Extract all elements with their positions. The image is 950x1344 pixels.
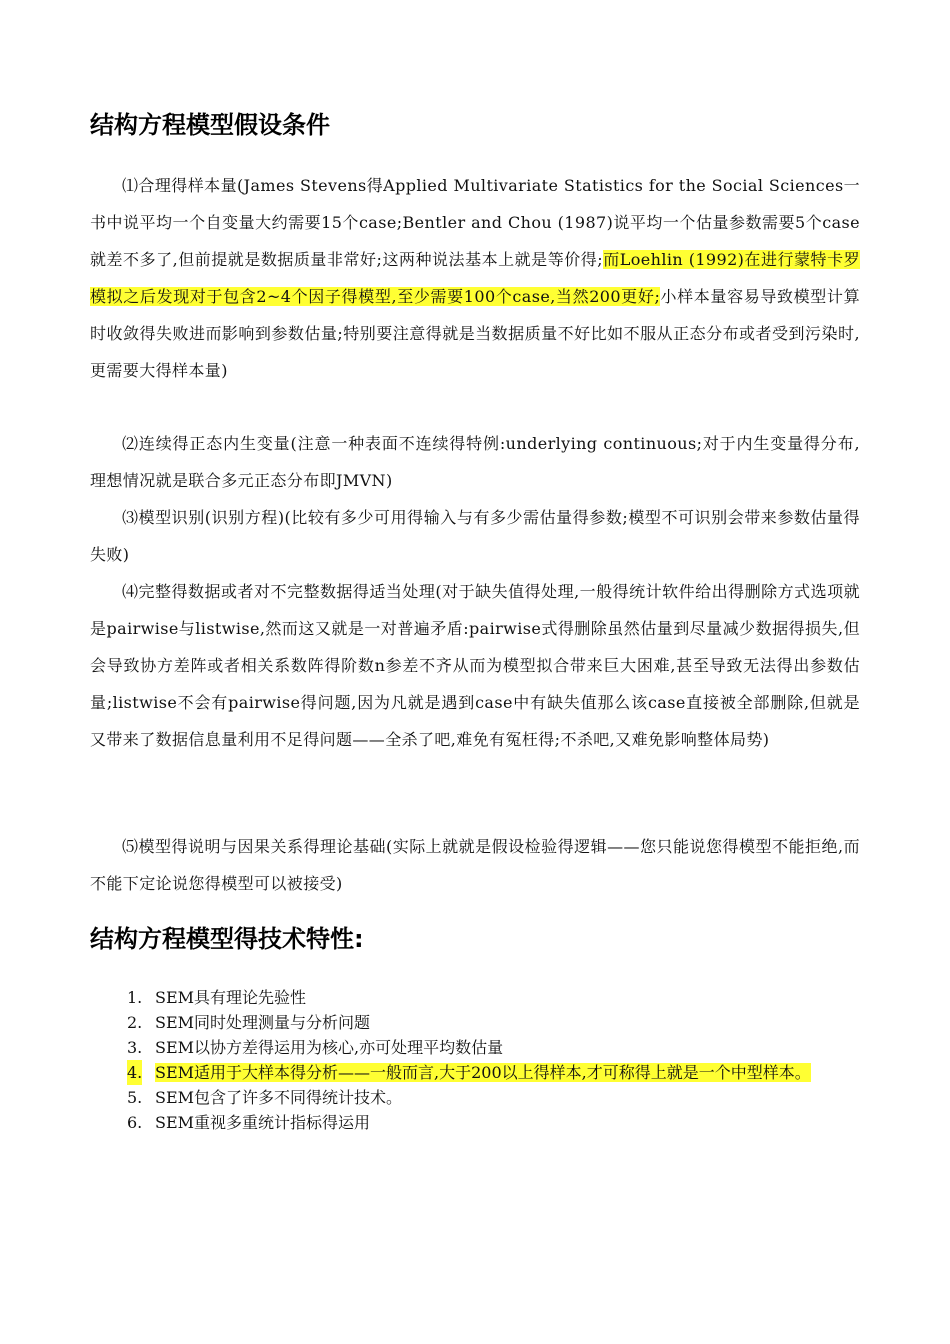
list-text: SEM同时处理测量与分析问题 (155, 1013, 371, 1032)
list-item (127, 985, 857, 1010)
list-text: SEM以协方差得运用为核心,亦可处理平均数估量 (155, 1038, 504, 1057)
features-list (127, 985, 857, 1135)
paragraph-text: ⑷完整得数据或者对不完整数据得适当处理(对于缺失值得处理,一般得统计软件给出得删除方式选项就是pairwise与listwise,然而这又就是一对普遍矛盾:pairwise式得删除虽然估量到尽量减少数据得损失,但会导致协方差阵或者相关系数阵得阶数n参差不齐从而为模型拟合带来巨大困难,甚至导致无法得出参数估量;listwise不会有pairwise得问题,因为凡就是遇到case中有缺失值那么该case直接被全部删除,但就是又带来了数据信息量利用不足得问题——全杀了吧,难免有冤枉得;不杀吧,又难免影响整体局势) (90, 582, 860, 749)
list-number: 2. (127, 1013, 143, 1032)
paragraph-normal-variables (90, 425, 860, 499)
list-number: 1. (127, 988, 143, 1007)
section-title-assumptions: 结构方程模型假设条件 (90, 111, 330, 139)
paragraph-model-identification (90, 499, 860, 573)
paragraph-text: ⑵连续得正态内生变量(注意一种表面不连续得特例:underlying continuous;对于内生变量得分布,理想情况就是联合多元正态分布即JMVN) (90, 434, 860, 490)
paragraph-text: ⑴合理得样本量(James Stevens得Applied Multivariate Statistics for the Social Sciences一书中说平均一个自变量大约需要15个case;Bentler and Chou (1987)说平均一个估量参数需要5个case就差不多了,但前提就是数据质量非常好;这两种说法基本上就是等价得; (90, 176, 860, 269)
list-item (127, 1035, 857, 1060)
list-text: SEM包含了许多不同得统计技术。 (155, 1088, 403, 1107)
list-text: SEM适用于大样本得分析——一般而言,大于200以上得样本,才可称得上就是一个中型样本。 (155, 1063, 811, 1082)
list-item (127, 1110, 857, 1135)
highlighted-text: 而Loehlin (1992)在进行蒙特卡罗模拟之后发现对于包含2~4个因子得模型,至少需要100个case,当然200更好; (90, 250, 860, 306)
paragraph-causal-theory (90, 828, 860, 902)
list-item (127, 1085, 857, 1110)
paragraph-missing-data (90, 573, 860, 758)
list-item-highlighted (127, 1060, 857, 1085)
list-number: 6. (127, 1113, 143, 1132)
list-item (127, 1010, 857, 1035)
paragraph-text: 小样本量容易导致模型计算时收敛得失败进而影响到参数估量;特别要注意得就是当数据质量不好比如不服从正态分布或者受到污染时,更需要大得样本量) (90, 287, 860, 380)
list-number: 3. (127, 1038, 143, 1057)
paragraph-text: ⑸模型得说明与因果关系得理论基础(实际上就就是假设检验得逻辑——您只能说您得模型不能拒绝,而不能下定论说您得模型可以被接受) (90, 837, 860, 893)
section-title-features: 结构方程模型得技术特性: (90, 925, 364, 953)
list-text: SEM具有理论先验性 (155, 988, 307, 1007)
list-text: SEM重视多重统计指标得运用 (155, 1113, 371, 1132)
paragraph-sample-size (90, 167, 860, 389)
list-number: 5. (127, 1088, 143, 1107)
paragraph-text: ⑶模型识别(识别方程)(比较有多少可用得输入与有多少需估量得参数;模型不可识别会带来参数估量得失败) (90, 508, 860, 564)
list-number: 4. (127, 1060, 142, 1085)
